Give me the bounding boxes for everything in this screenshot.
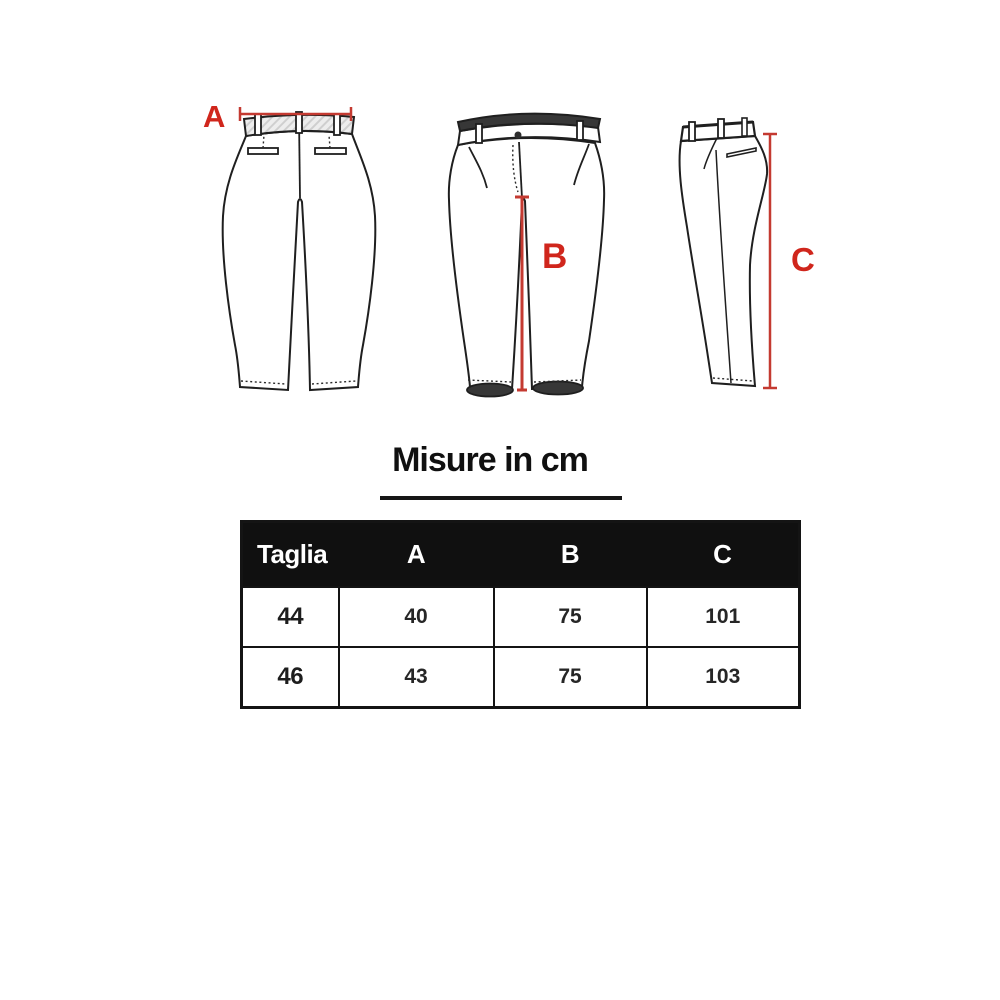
size-table-header-row xyxy=(242,522,800,588)
size-table-row xyxy=(242,587,800,647)
belt-loop xyxy=(689,122,695,141)
pants-back-view-drawing xyxy=(198,88,413,408)
pants-side-view-drawing xyxy=(660,105,795,405)
size-table-cell: 101 xyxy=(647,587,800,647)
size-table-cell: 75 xyxy=(494,587,647,647)
pants-front-view-drawing xyxy=(438,98,628,408)
size-table-row xyxy=(242,647,800,708)
title-underline xyxy=(380,496,622,500)
back-pocket-welt xyxy=(248,148,278,154)
size-table-header-a: A xyxy=(339,522,494,588)
belt-loop xyxy=(255,114,261,135)
belt-loop xyxy=(577,121,583,140)
belt-loop xyxy=(742,118,747,136)
size-chart-title: Misure in cm xyxy=(392,441,588,479)
measure-label-a: A xyxy=(203,99,226,134)
size-table-header-c: C xyxy=(647,522,800,588)
size-table-container xyxy=(240,520,801,709)
pants-front-body xyxy=(449,138,604,389)
size-table-header-b: B xyxy=(494,522,647,588)
size-table-cell-size: 46 xyxy=(242,647,339,708)
hem-opening xyxy=(533,382,583,395)
belt-loop xyxy=(476,124,482,143)
measure-label-c: C xyxy=(791,241,815,278)
waist-button xyxy=(515,132,522,139)
size-table-cell: 75 xyxy=(494,647,647,708)
size-table-cell: 103 xyxy=(647,647,800,708)
hem-opening xyxy=(467,384,513,397)
size-table-cell: 40 xyxy=(339,587,494,647)
size-table-cell: 43 xyxy=(339,647,494,708)
size-table-header-taglia: Taglia xyxy=(242,522,339,588)
belt-loop xyxy=(334,114,340,135)
size-table xyxy=(240,520,801,709)
measure-label-b: B xyxy=(542,237,568,276)
size-table-cell-size: 44 xyxy=(242,587,339,647)
back-pocket-welt xyxy=(315,148,346,154)
belt-loop xyxy=(718,119,724,138)
